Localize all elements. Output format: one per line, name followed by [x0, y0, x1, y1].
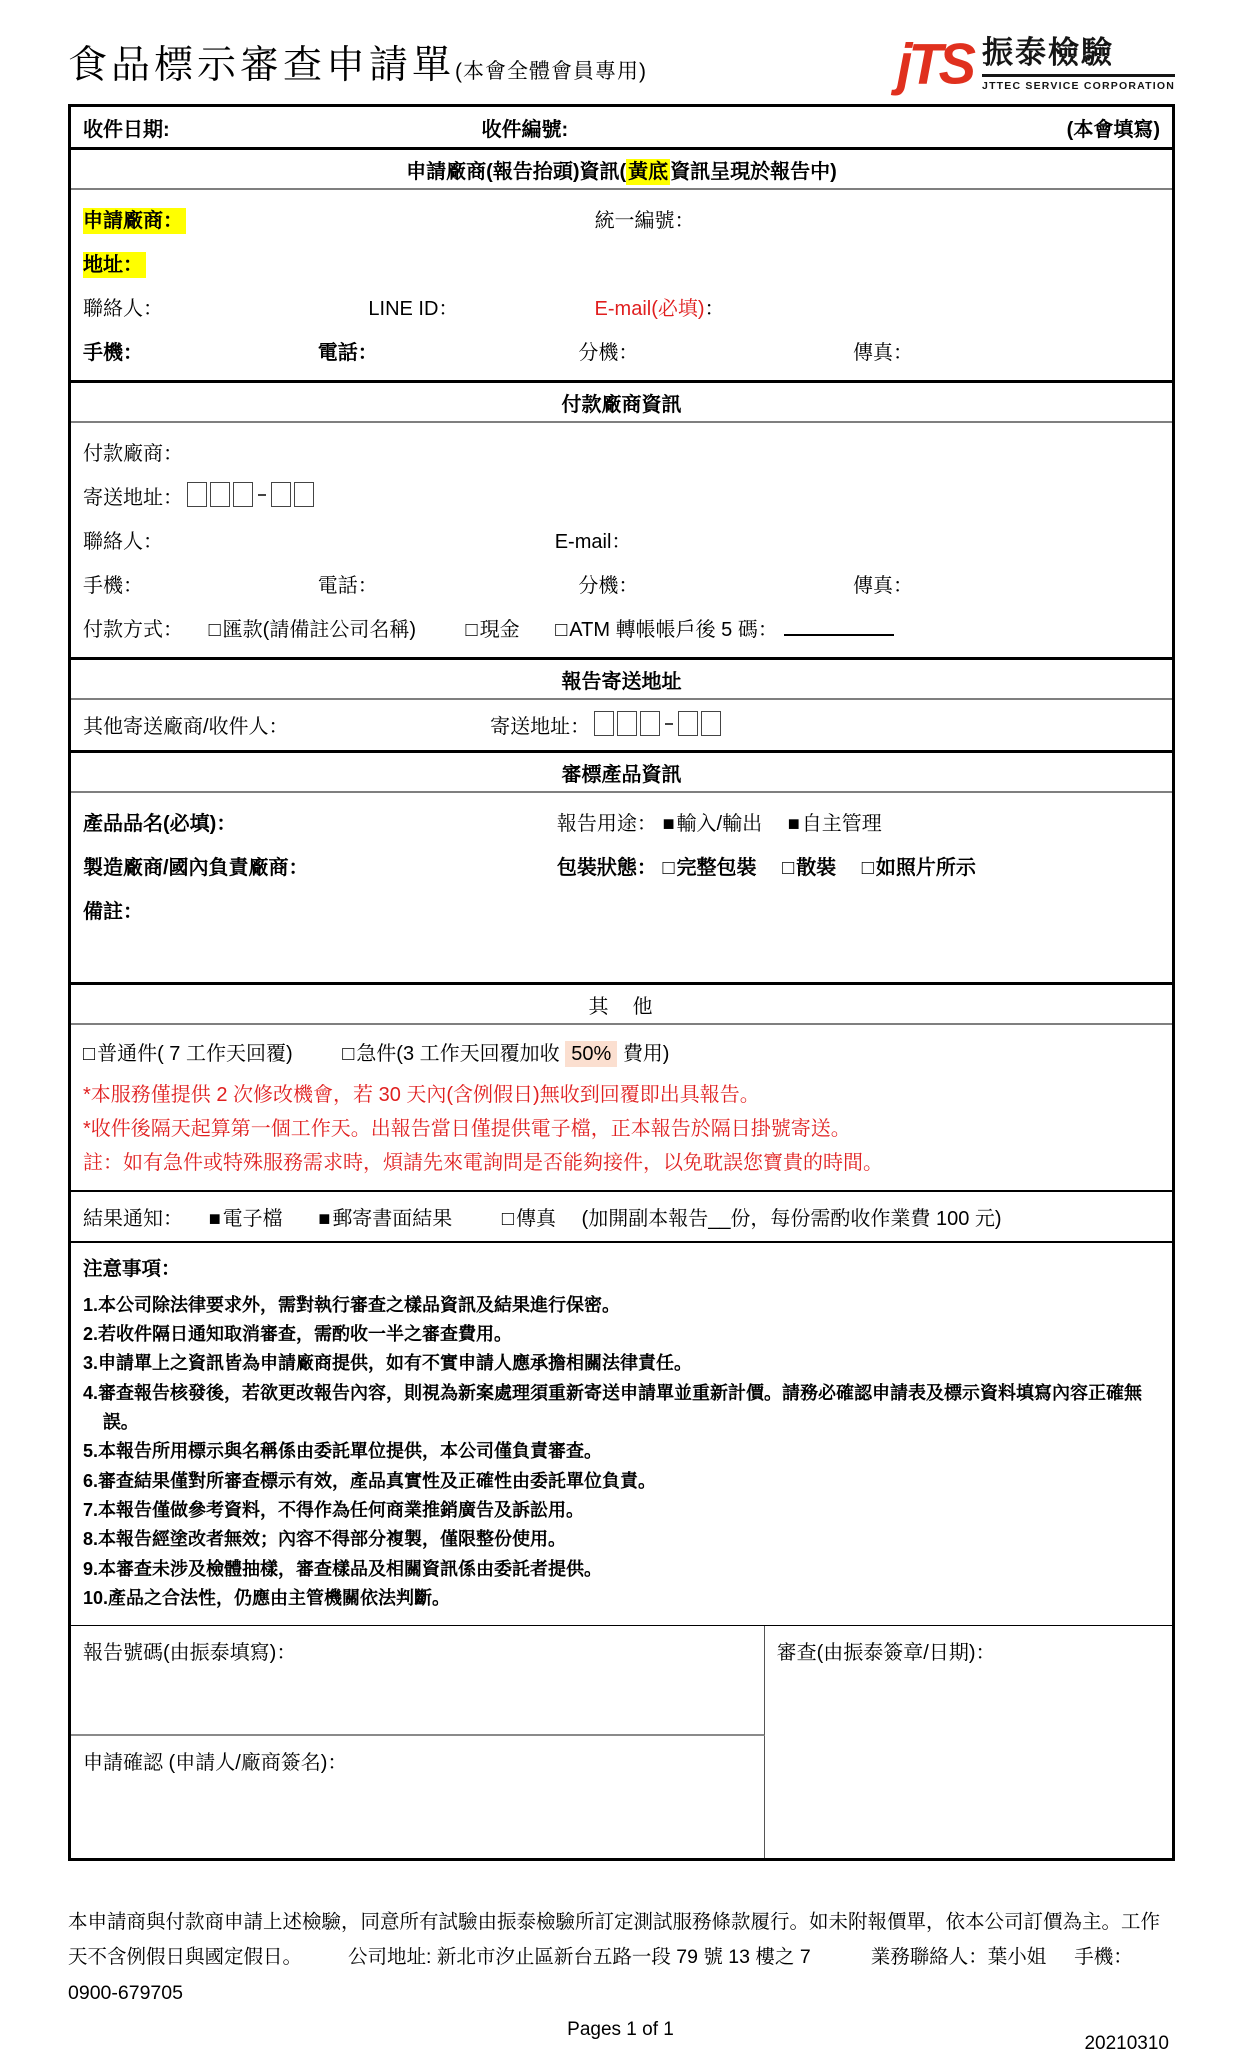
mobile-label: 手機：	[83, 342, 143, 364]
payment-option-atm: □ ATM 轉帳帳戶後 5 碼：	[555, 619, 894, 641]
usage-option-import-export: ■ 輸入/輸出	[662, 813, 763, 835]
checkbox-unchecked-icon: □	[83, 1043, 96, 1065]
section-header-report-address: 報告寄送地址	[71, 657, 1172, 700]
payer-contact-label: 聯絡人：	[83, 531, 163, 553]
payment-option-remit: □ 匯款(請備註公司名稱)	[208, 619, 416, 641]
jts-logo-icon: jTS	[896, 31, 973, 96]
payer-name-label: 付款廠商：	[83, 443, 183, 465]
logo-company-name: 振泰檢驗	[982, 36, 1175, 76]
red-note-line: *收件後隔天起算第一個工作天。出報告當日僅提供電子檔，正本報告於隔日掛號寄送。	[83, 1118, 851, 1140]
checkbox-unchecked-icon: □	[555, 619, 568, 641]
report-address-block	[71, 700, 1172, 750]
header	[0, 0, 1241, 96]
section-header-product: 審標產品資訊	[71, 750, 1172, 793]
postal-code-boxes	[187, 482, 314, 507]
payer-fax-label: 傳真：	[853, 575, 914, 597]
report-address-row	[83, 706, 1160, 742]
checkbox-checked-icon: ■	[208, 1208, 221, 1230]
atm-digits-blank	[784, 616, 894, 636]
surcharge-highlight: 50%	[565, 1041, 617, 1067]
checkbox-unchecked-icon: □	[342, 1043, 355, 1065]
checkbox-unchecked-icon: □	[465, 619, 478, 641]
report-number-label: 報告號碼(由振泰填寫)：	[83, 1642, 297, 1665]
office-use-row	[71, 107, 1172, 147]
footer-phone: 手機：0900-679705	[68, 1946, 1133, 2004]
notice-item: 1.本公司除法律要求外，需對執行審查之樣品資訊及結果進行保密。	[83, 1294, 621, 1315]
packaging-option-bulk: □ 散裝	[782, 857, 837, 879]
notice-item: 10.產品之合法性，仍應由主管機關依法判斷。	[83, 1588, 451, 1609]
applicant-confirm-cell	[71, 1736, 765, 1858]
applicant-name-label: 申請廠商：	[83, 208, 186, 234]
usage-option-self-management: ■ 自主管理	[787, 813, 882, 835]
result-option-mail: ■ 郵寄書面結果	[318, 1208, 453, 1230]
address-label: 地址：	[83, 252, 146, 278]
packaging-label: 包裝狀態：	[556, 857, 657, 879]
signature-area	[71, 1625, 1172, 1858]
contact-label: 聯絡人：	[83, 298, 163, 320]
checkbox-unchecked-icon: □	[782, 857, 795, 879]
section-header-payer: 付款廠商資訊	[71, 380, 1172, 423]
payer-phone-row	[83, 561, 1160, 605]
section-header-other: 其 他	[71, 982, 1172, 1025]
result-notify-row	[71, 1190, 1172, 1243]
payer-block	[71, 423, 1172, 657]
notices-title: 注意事項：	[83, 1258, 181, 1280]
result-copy-note: (加開副本報告__份，每份需酌收作業費 100 元)	[581, 1208, 1002, 1230]
line-id-label: LINE ID：	[368, 298, 459, 320]
result-notify-label: 結果通知：	[83, 1208, 183, 1230]
payer-mobile-label: 手機：	[83, 575, 143, 597]
remark-row	[83, 887, 1160, 974]
document-date: 20210310	[1084, 2032, 1169, 2054]
receive-date-label: 收件日期:	[83, 119, 170, 141]
checkbox-unchecked-icon: □	[501, 1208, 514, 1230]
page-indicator: Pages 1 of 1	[567, 2018, 674, 2040]
application-form-table	[68, 104, 1175, 1861]
logo-company-subtitle: JTTEC SERVICE CORPORATION	[982, 79, 1175, 92]
payment-method-label: 付款方式：	[83, 619, 183, 641]
payer-email-label: E-mail：	[554, 531, 632, 553]
footer-bottom	[68, 2013, 1173, 2063]
report-ship-label: 寄送地址：	[490, 716, 591, 738]
payer-name-row	[83, 429, 1160, 473]
office-fill-note: (本會填寫)	[1066, 119, 1160, 141]
red-note-line: 註：如有急件或特殊服務需求時，煩請先來電詢問是否能夠接件，以免耽誤您寶貴的時間。	[83, 1152, 883, 1174]
notice-item: 3.申請單上之資訊皆為申請廠商提供，如有不實申請人應承擔相關法律責任。	[83, 1353, 693, 1374]
manufacturer-label: 製造廠商/國內負責廠商：	[83, 857, 309, 879]
notice-item: 9.本審查未涉及檢體抽樣，審查樣品及相關資訊係由委託者提供。	[83, 1558, 603, 1579]
service-option-urgent: □ 急件(3 工作天回覆加收 50% 費用)	[342, 1043, 670, 1065]
applicant-block	[71, 190, 1172, 380]
notice-item: 2.若收件隔日通知取消審查，需酌收一半之審查費用。	[83, 1324, 513, 1345]
title-block	[68, 34, 647, 90]
footer-address-label: 公司地址:	[348, 1946, 432, 1969]
footer-contact: 業務聯絡人：葉小姐	[870, 1946, 1047, 1969]
product-block	[71, 793, 1172, 982]
applicant-phone-row	[83, 328, 1160, 372]
postal-code-boxes	[594, 711, 721, 736]
report-usage-label: 報告用途：	[556, 813, 657, 835]
payer-tel-label: 電話：	[317, 575, 378, 597]
footer-address: 新北市汐止區新台五路一段 79 號 13 樓之 7	[436, 1946, 811, 1969]
checkbox-unchecked-icon: □	[861, 857, 874, 879]
receive-number-label: 收件編號:	[481, 119, 569, 141]
result-option-efile: ■ 電子檔	[208, 1208, 283, 1230]
ext-label: 分機：	[578, 342, 639, 364]
applicant-confirm-label: 申請確認 (申請人/廠商簽名)：	[83, 1752, 348, 1775]
checkbox-unchecked-icon: □	[208, 619, 221, 641]
applicant-contact-row: 聯絡人： LINE ID： E-mail(必填)：	[83, 284, 1160, 328]
packaging-group	[557, 851, 1160, 880]
payment-option-cash: □ 現金	[465, 619, 520, 641]
report-usage-group	[557, 807, 1160, 836]
service-option-normal: □ 普通件( 7 工作天回覆)	[83, 1043, 293, 1065]
notice-item: 7.本報告僅做參考資料，不得作為任何商業推銷廣告及訴訟用。	[83, 1500, 585, 1521]
packaging-option-complete: □ 完整包裝	[662, 857, 757, 879]
review-signature-cell	[765, 1626, 1172, 1858]
payer-ship-row	[83, 473, 1160, 517]
red-notes-block	[71, 1076, 1172, 1190]
packaging-option-as-photo: □ 如照片所示	[861, 857, 976, 879]
payment-method-row	[83, 605, 1160, 649]
page-title: 食品標示審查申請單	[68, 44, 456, 87]
remark-label: 備註：	[83, 901, 143, 923]
page-title-suffix: (本會全體會員專用)	[455, 60, 648, 83]
result-option-fax: □ 傳真	[501, 1208, 556, 1230]
review-signature-label: 審查(由振泰簽章/日期)：	[776, 1642, 996, 1665]
report-number-cell	[71, 1626, 765, 1736]
tel-label: 電話：	[317, 342, 378, 364]
red-note-line: *本服務僅提供 2 次修改機會，若 30 天內(含例假日)無收到回覆即出具報告。	[83, 1084, 760, 1106]
checkbox-checked-icon: ■	[662, 813, 675, 835]
manufacturer-row	[83, 843, 1160, 887]
product-name-label: 產品品名(必填)：	[83, 813, 237, 835]
applicant-address-row	[83, 240, 1160, 284]
notice-item: 8.本報告經塗改者無效；內容不得部分複製，僅限整份使用。	[83, 1529, 567, 1550]
notice-item: 5.本報告所用標示與名稱係由委託單位提供，本公司僅負責審查。	[83, 1441, 603, 1462]
checkbox-checked-icon: ■	[787, 813, 800, 835]
fax-label: 傳真：	[853, 342, 914, 364]
footer-agreement: 本申請商與付款商申請上述檢驗，同意所有試驗由振泰檢驗所訂定測試服務條款履行。如未附報價單，依本公司訂價為主。工作天不含例假日與國定假日。 公司地址: 新北市汐止區新台五路一段 79 號 13 樓之 7 業務聯絡人：葉小姐 手機：0900-679705	[68, 1911, 1161, 2004]
payer-ext-label: 分機：	[578, 575, 639, 597]
company-logo	[896, 31, 1175, 96]
applicant-name-row	[83, 196, 1160, 240]
product-name-row	[83, 799, 1160, 843]
logo-text-block	[982, 36, 1175, 91]
checkbox-checked-icon: ■	[318, 1208, 331, 1230]
payer-contact-row	[83, 517, 1160, 561]
yellow-highlight: 黃底	[628, 161, 669, 183]
footer	[68, 1905, 1173, 2062]
payer-ship-label: 寄送地址：	[83, 487, 183, 509]
service-speed-block	[71, 1025, 1172, 1076]
section-header-applicant: 申請廠商(報告抬頭)資訊( 黃底 資訊呈現於報告中)	[71, 147, 1172, 190]
notices-block	[71, 1243, 1172, 1625]
service-speed-row	[83, 1031, 1160, 1074]
email-required-label: E-mail(必填)	[594, 298, 705, 320]
notice-item: 4.審查報告核發後，若欲更改報告內容，則視為新案處理須重新寄送申請單並重新計價。請務必確認申請表及標示資料填寫內容正確無誤。	[83, 1382, 1143, 1433]
notice-item: 6.審查結果僅對所審查標示有效，產品真實性及正確性由委託單位負責。	[83, 1470, 657, 1491]
checkbox-unchecked-icon: □	[662, 857, 675, 879]
tax-id-label: 統一編號：	[594, 210, 695, 232]
other-recipient-label: 其他寄送廠商/收件人：	[83, 716, 289, 738]
